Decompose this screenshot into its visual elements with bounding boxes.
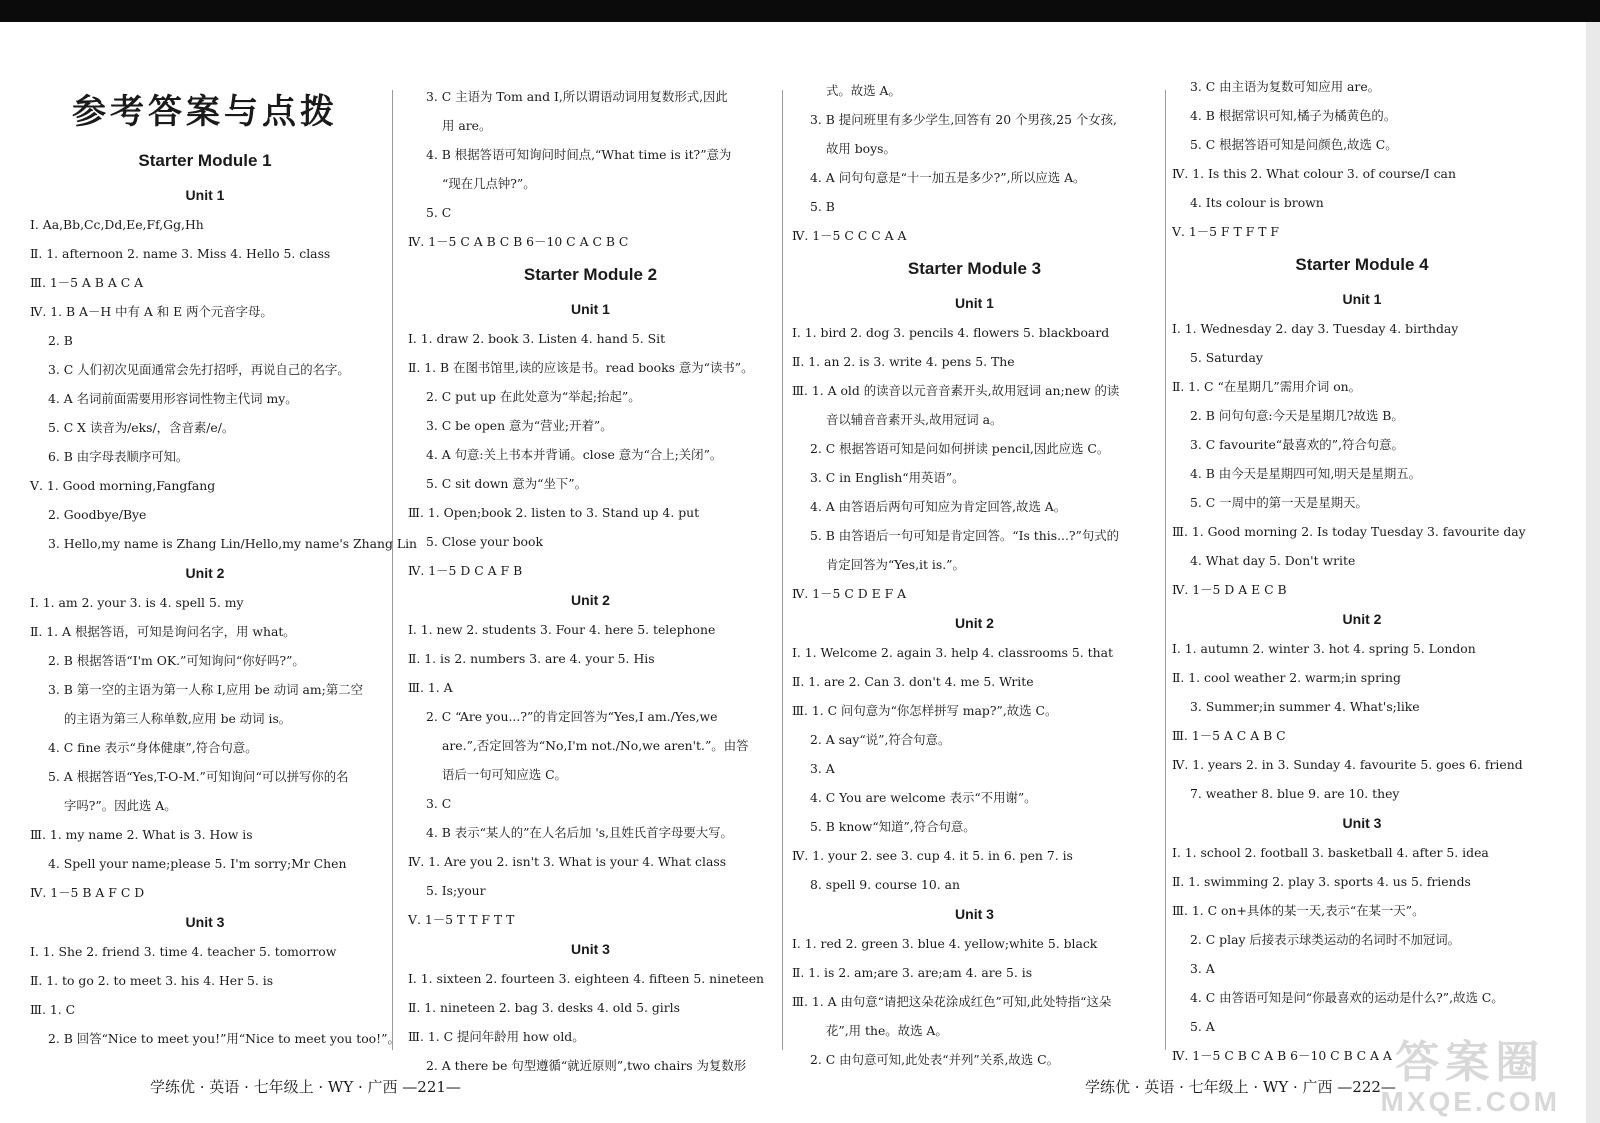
answer-line: Ⅱ. 1. C “在星期几”需用介词 on。 <box>1172 379 1362 394</box>
answer-line: 5. Close your book <box>426 534 543 549</box>
answer-line: 5. B <box>810 199 835 214</box>
answer-line: 2. A there be 句型遵循“就近原则”,two chairs 为复数形 <box>426 1058 747 1073</box>
answer-line: 4. B 根据答语可知询问时间点,“What time is it?”意为 <box>426 147 732 162</box>
answer-line: 2. C play 后接表示球类运动的名词时不加冠词。 <box>1190 932 1461 947</box>
answer-line-continued: 故用 boys。 <box>826 141 896 156</box>
column-divider <box>782 90 783 1050</box>
answer-line: Ⅲ. 1. my name 2. What is 3. How is <box>30 827 253 842</box>
answer-line: 3. C 主语为 Tom and I,所以谓语动词用复数形式,因此 <box>426 89 728 104</box>
unit-heading: Unit 2 <box>571 592 610 608</box>
answer-line: 5. C 一周中的第一天是星期天。 <box>1190 495 1368 510</box>
column-divider <box>1165 90 1166 1050</box>
watermark-text: 答案圈 <box>1395 1038 1546 1087</box>
answer-line: 4. Its colour is brown <box>1190 195 1324 210</box>
answer-line-continued: 的主语为第三人称单数,应用 be 动词 is。 <box>64 711 292 726</box>
page-footer-right: 学练优 · 英语 · 七年级上 · WY · 广西 —222— <box>1085 1078 1396 1096</box>
unit-heading: Unit 3 <box>1342 815 1382 831</box>
answer-line: 5. B 由答语后一句可知是肯定回答。“Is this...?”句式的 <box>810 528 1120 543</box>
answer-column-4 <box>1172 72 1552 1070</box>
answer-line: 3. C in English“用英语”。 <box>810 470 965 485</box>
answer-line: 3. C 人们初次见面通常会先打招呼，再说自己的名字。 <box>48 362 350 377</box>
module-heading: Starter Module 4 <box>1295 255 1429 274</box>
scan-right-edge <box>1586 22 1600 1123</box>
answer-line: 3. C <box>426 796 452 811</box>
unit-heading: Unit 1 <box>571 301 610 317</box>
answer-line-continued: 式。故选 A。 <box>826 83 901 98</box>
answer-line: 5. A 根据答语“Yes,T-O-M.”可知询问“可以拼写你的名 <box>48 769 349 784</box>
answer-line: Ⅱ. 1. to go 2. to meet 3. his 4. Her 5. is <box>30 973 274 988</box>
answer-line: Ⅴ. 1－5 T T F T T <box>408 912 515 927</box>
answer-line: 2. C 根据答语可知是问如何拼读 pencil,因此应选 C。 <box>810 441 1110 456</box>
answer-line: 2. C 由句意可知,此处表“并列”关系,故选 C。 <box>810 1052 1060 1067</box>
answer-line: 5. C X 读音为/eks/，含音素/e/。 <box>48 420 235 435</box>
page-title: 参考答案与点拨 <box>72 92 338 132</box>
page-footer-left: 学练优 · 英语 · 七年级上 · WY · 广西 —221— <box>150 1078 461 1096</box>
answer-line: Ⅳ. 1－5 C A B C B 6－10 C A C B C <box>408 234 629 249</box>
column-divider <box>392 90 393 1050</box>
answer-line: 6. B 由字母表顺序可知。 <box>48 449 189 464</box>
answer-line: 2. B 回答“Nice to meet you!”用“Nice to meet you too!”。 <box>48 1031 400 1046</box>
answer-line: 5. B know“知道”,符合句意。 <box>810 819 976 834</box>
unit-heading: Unit 1 <box>1342 291 1382 307</box>
answer-line: 2. C put up 在此处意为“举起;抬起”。 <box>426 389 641 404</box>
answer-line: Ⅱ. 1. are 2. Can 3. don't 4. me 5. Write <box>792 674 1034 689</box>
module-heading: Starter Module 3 <box>907 259 1042 278</box>
answer-line: 2. Goodbye/Bye <box>48 507 147 522</box>
answer-line: 2. B 根据答语“I'm OK.”可知询问“你好吗?”。 <box>48 653 305 668</box>
answer-column-1 <box>30 74 418 1053</box>
answer-line: Ⅰ. Aa,Bb,Cc,Dd,Ee,Ff,Gg,Hh <box>30 217 204 232</box>
answer-line: Ⅲ. 1. C on+具体的某一天,表示“在某一天”。 <box>1172 903 1425 918</box>
answer-line: 5. C sit down 意为“坐下”。 <box>426 476 587 491</box>
answer-line: 2. C “Are you...?”的肯定回答为“Yes,I am./Yes,we <box>426 709 718 724</box>
answer-line: Ⅰ. 1. am 2. your 3. is 4. spell 5. my <box>30 595 244 610</box>
answer-line: Ⅳ. 1－5 C B C A B 6－10 C B C A A <box>1172 1048 1392 1063</box>
answer-line: Ⅰ. 1. school 2. football 3. basketball 4. after 5. idea <box>1172 845 1489 860</box>
answer-line: Ⅱ. 1. nineteen 2. bag 3. desks 4. old 5. girls <box>408 1000 680 1015</box>
answer-line: Ⅰ. 1. new 2. students 3. Four 4. here 5. telephone <box>408 622 716 637</box>
answer-line: Ⅰ. 1. red 2. green 3. blue 4. yellow;white 5. black <box>792 936 1098 951</box>
answer-line: Ⅳ. 1－5 B A F C D <box>30 885 145 900</box>
answer-line: 4. Spell your name;please 5. I'm sorry;Mr Chen <box>48 856 347 871</box>
answer-line: 2. B 问句句意:今天是星期几?故选 B。 <box>1190 408 1404 423</box>
module-heading: Starter Module 2 <box>523 265 658 284</box>
answer-line: Ⅳ. 1－5 D C A F B <box>408 563 523 578</box>
answer-line: 3. B 提问班里有多少学生,回答有 20 个男孩,25 个女孩, <box>810 112 1118 127</box>
answer-line: Ⅳ. 1－5 D A E C B <box>1172 582 1287 597</box>
unit-heading: Unit 3 <box>955 906 994 922</box>
answer-line: 3. Summer;in summer 4. What's;like <box>1190 699 1420 714</box>
answer-line: 2. A say“说”,符合句意。 <box>810 732 951 747</box>
unit-heading: Unit 1 <box>955 295 994 311</box>
answer-line: 5. C 根据答语可知是问颜色,故选 C。 <box>1190 137 1398 152</box>
answer-line: 7. weather 8. blue 9. are 10. they <box>1190 786 1400 801</box>
answer-line: Ⅱ. 1. cool weather 2. warm;in spring <box>1172 670 1401 685</box>
answer-line: Ⅱ. 1. an 2. is 3. write 4. pens 5. The <box>792 354 1015 369</box>
answer-line: 4. C 由答语可知是问“你最喜欢的运动是什么?”,故选 C。 <box>1190 990 1504 1005</box>
answer-line-continued: 音以辅音音素开头,故用冠词 a。 <box>826 412 1003 427</box>
answer-line: Ⅲ. 1. Good morning 2. Is today Tuesday 3. favourite day <box>1172 524 1526 539</box>
answer-line: 4. A 句意:关上书本并背诵。close 意为“合上;关闭”。 <box>426 447 723 462</box>
scan-top-border <box>0 0 1600 22</box>
answer-line: Ⅰ. 1. Welcome 2. again 3. help 4. classrooms 5. that <box>792 645 1113 660</box>
answer-line: 4. C fine 表示“身体健康”,符合句意。 <box>48 740 258 755</box>
answer-line: 4. B 根据常识可知,橘子为橘黄色的。 <box>1190 108 1397 123</box>
unit-heading: Unit 3 <box>571 941 610 957</box>
answer-line: Ⅳ. 1－5 C C C A A <box>792 228 907 243</box>
answer-line: 3. B 第一空的主语为第一人称 I,应用 be 动词 am;第二空 <box>48 682 363 697</box>
answer-line: Ⅱ. 1. is 2. numbers 3. are 4. your 5. His <box>408 651 655 666</box>
answer-line: Ⅳ. 1－5 C D E F A <box>792 586 907 601</box>
answer-line-continued: 花”,用 the。故选 A。 <box>826 1023 948 1038</box>
answer-line: Ⅲ. 1. C 提问年龄用 how old。 <box>408 1029 585 1044</box>
unit-heading: Unit 2 <box>955 615 994 631</box>
answer-line: Ⅳ. 1. B A－H 中有 A 和 E 两个元音字母。 <box>30 304 273 319</box>
answer-line: 4. A 由答语后两句可知应为肯定回答,故选 A。 <box>810 499 1067 514</box>
answer-line: Ⅱ. 1. A 根据答语，可知是询问名字，用 what。 <box>30 624 296 639</box>
answer-line: 4. B 表示“某人的”在人名后加 's,且姓氏首字母要大写。 <box>426 825 733 840</box>
answer-line: 3. C favourite“最喜欢的”,符合句意。 <box>1190 437 1404 452</box>
unit-heading: Unit 3 <box>185 914 225 930</box>
answer-line: Ⅱ. 1. afternoon 2. name 3. Miss 4. Hello 5. class <box>30 246 331 261</box>
answer-line: Ⅰ. 1. draw 2. book 3. Listen 4. hand 5. Sit <box>408 331 666 346</box>
answer-line: 3. A <box>810 761 835 776</box>
answer-line: 3. Hello,my name is Zhang Lin/Hello,my name's Zhang Lin <box>48 536 418 551</box>
answer-line: Ⅱ. 1. B 在图书馆里,读的应该是书。read books 意为“读书”。 <box>408 360 754 375</box>
answer-line: Ⅲ. 1. A <box>408 680 453 695</box>
watermark-url: MXQE.COM <box>1380 1086 1560 1117</box>
answer-line: Ⅰ. 1. Wednesday 2. day 3. Tuesday 4. birthday <box>1172 321 1459 336</box>
answer-line-continued: “现在几点钟?”。 <box>442 176 536 191</box>
answer-line: Ⅰ. 1. bird 2. dog 3. pencils 4. flowers 5. blackboard <box>792 325 1110 340</box>
answer-line: Ⅲ. 1. C 问句意为“你怎样拼写 map?”,故选 C。 <box>792 703 1058 718</box>
answer-line-continued: 肯定回答为“Yes,it is.”。 <box>826 557 965 572</box>
answer-line: Ⅳ. 1. years 2. in 3. Sunday 4. favourite 5. goes 6. friend <box>1172 757 1523 772</box>
answer-line-continued: are.”,否定回答为“No,I'm not./No,we aren't.”。由答 <box>442 738 749 753</box>
answer-line: Ⅰ. 1. autumn 2. winter 3. hot 4. spring 5. London <box>1172 641 1476 656</box>
answer-line: Ⅲ. 1. A old 的读音以元音音素开头,故用冠词 an;new 的读 <box>792 383 1120 398</box>
answer-line: Ⅰ. 1. sixteen 2. fourteen 3. eighteen 4. fifteen 5. nineteen <box>408 971 765 986</box>
answer-line-continued: 用 are。 <box>442 118 492 133</box>
answer-line: Ⅲ. 1. A 由句意“请把这朵花涂成红色”可知,此处特指“这朵 <box>792 994 1112 1009</box>
answer-line: 3. A <box>1190 961 1215 976</box>
unit-heading: Unit 2 <box>185 565 225 581</box>
answer-line: 3. C 由主语为复数可知应用 are。 <box>1190 79 1381 94</box>
unit-heading: Unit 2 <box>1342 611 1382 627</box>
answer-line: 3. C be open 意为“营业;开着”。 <box>426 418 613 433</box>
answer-line: Ⅴ. 1. Good morning,Fangfang <box>30 478 216 493</box>
answer-line: Ⅲ. 1. C <box>30 1002 76 1017</box>
answer-line: 5. C <box>426 205 452 220</box>
answer-line: Ⅲ. 1－5 A B A C A <box>30 275 144 290</box>
answer-line: 4. C You are welcome 表示“不用谢”。 <box>810 790 1037 805</box>
answer-line: Ⅰ. 1. She 2. friend 3. time 4. teacher 5. tomorrow <box>30 944 337 959</box>
answer-line-continued: 字吗?”。因此选 A。 <box>64 798 177 813</box>
answer-line: Ⅱ. 1. swimming 2. play 3. sports 4. us 5. friends <box>1172 874 1471 889</box>
answer-line-continued: 语后一句可知应选 C。 <box>442 767 567 782</box>
answer-line: Ⅱ. 1. is 2. am;are 3. are;am 4. are 5. is <box>792 965 1033 980</box>
answer-line: Ⅳ. 1. your 2. see 3. cup 4. it 5. in 6. pen 7. is <box>792 848 1073 863</box>
answer-column-2 <box>408 82 773 1080</box>
answer-line: 5. Saturday <box>1190 350 1263 365</box>
unit-heading: Unit 1 <box>185 187 225 203</box>
answer-line: 2. B <box>48 333 73 348</box>
answer-line: 4. A 问句句意是“十一加五是多少?”,所以应选 A。 <box>810 170 1086 185</box>
answer-column-3 <box>792 76 1157 1074</box>
answer-line: 5. Is;your <box>426 883 486 898</box>
answer-line: Ⅴ. 1－5 F T F T F <box>1172 224 1279 239</box>
answer-line: 4. B 由今天是星期四可知,明天是星期五。 <box>1190 466 1421 481</box>
answer-line: Ⅲ. 1. Open;book 2. listen to 3. Stand up 4. put <box>408 505 700 520</box>
answer-line: 4. A 名词前面需要用形容词性物主代词 my。 <box>48 391 298 406</box>
answer-line: Ⅲ. 1－5 A C A B C <box>1172 728 1286 743</box>
answer-line: 4. What day 5. Don't write <box>1190 553 1356 568</box>
watermark-logo <box>1380 1039 1560 1117</box>
answer-line: Ⅳ. 1. Are you 2. isn't 3. What is your 4. What class <box>408 854 727 869</box>
answer-line: 8. spell 9. course 10. an <box>810 877 960 892</box>
answer-line: 5. A <box>1190 1019 1215 1034</box>
module-heading: Starter Module 1 <box>138 151 272 170</box>
answer-line: Ⅳ. 1. Is this 2. What colour 3. of course/I can <box>1172 166 1456 181</box>
